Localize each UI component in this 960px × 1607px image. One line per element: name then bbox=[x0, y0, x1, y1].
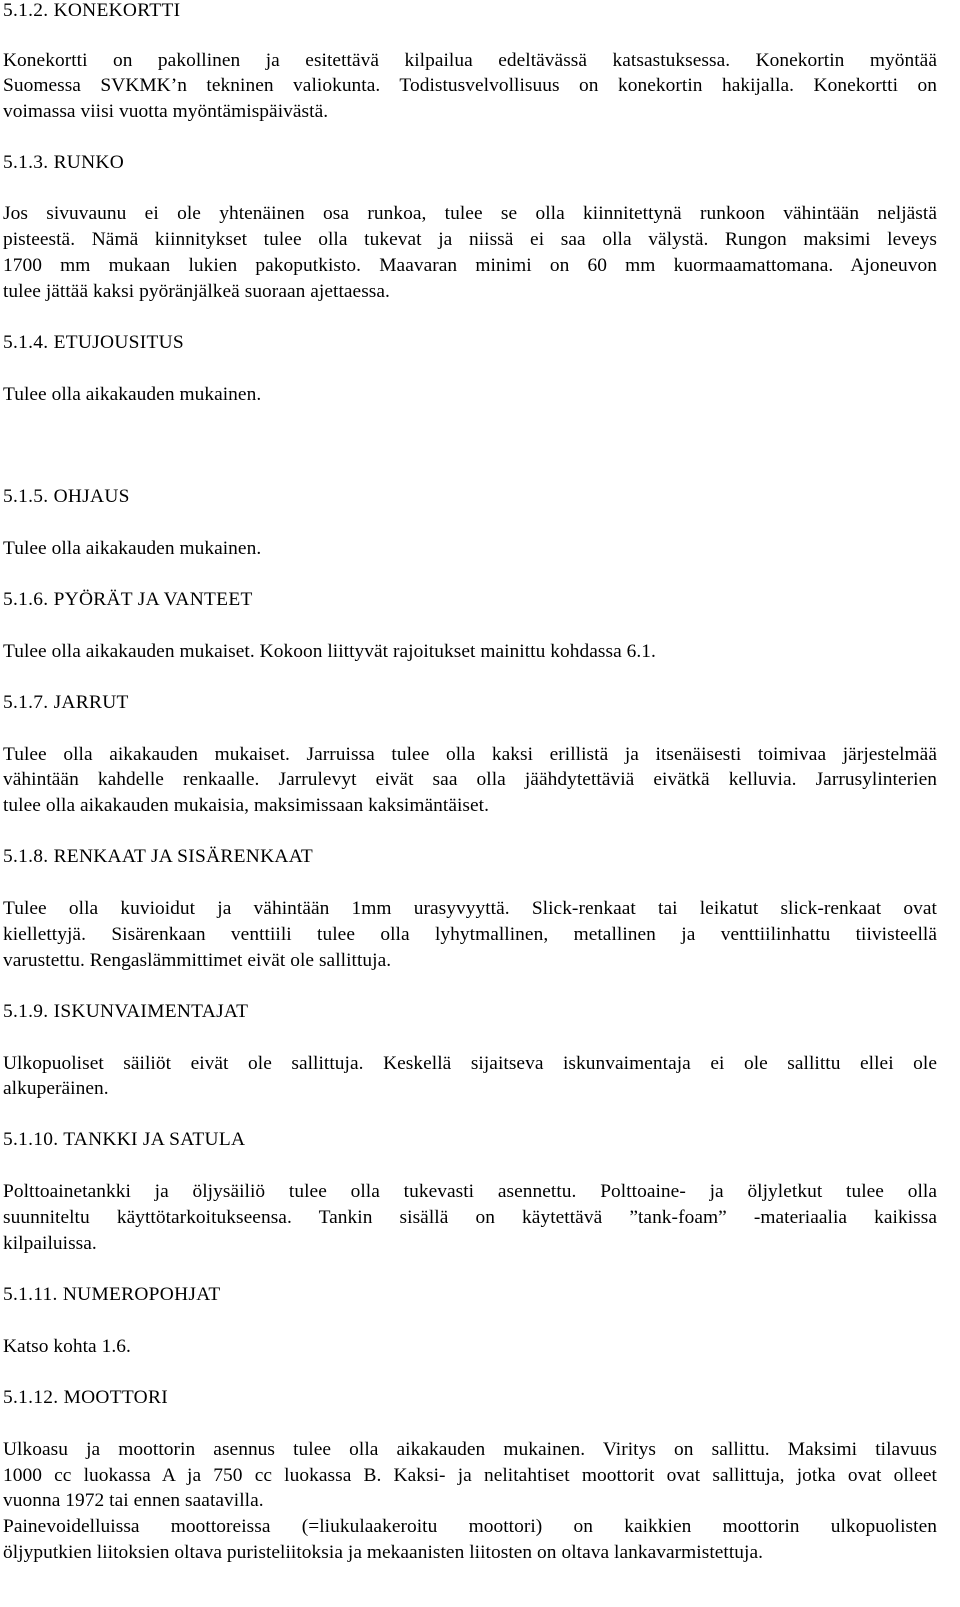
section-heading-renkaat: 5.1.8. RENKAAT JA SISÄRENKAAT bbox=[3, 846, 313, 867]
paragraph-line: alkuperäinen. bbox=[3, 1078, 109, 1099]
paragraph-line: 1000 cc luokassa A ja 750 cc luokassa B. Kaksi- ja nelitahtiset moottorit ovat sallittuja, jotka ovat olleet bbox=[3, 1465, 937, 1486]
paragraph-line: varustettu. Rengaslämmittimet eivät ole sallittuja. bbox=[3, 950, 392, 971]
paragraph-line: tulee olla aikakauden mukaisia, maksimissaan kaksimäntäiset. bbox=[3, 795, 490, 816]
paragraph-line: Tulee olla aikakauden mukaiset. Jarruissa tulee olla kaksi erillistä ja itsenäisesti toimivaa järjestelmää bbox=[3, 744, 937, 765]
paragraph-line: Ulkoasu ja moottorin asennus tulee olla aikakauden mukainen. Viritys on sallittu. Maksimi tilavuus bbox=[3, 1439, 937, 1460]
section-heading-numeropohjat: 5.1.11. NUMEROPOHJAT bbox=[3, 1284, 221, 1305]
paragraph-line: tulee jättää kaksi pyöränjälkeä suoraan ajettaessa. bbox=[3, 281, 390, 302]
section-heading-moottori: 5.1.12. MOOTTORI bbox=[3, 1387, 168, 1408]
paragraph-line: Tulee olla aikakauden mukainen. bbox=[3, 538, 262, 559]
section-heading-ohjaus: 5.1.5. OHJAUS bbox=[3, 486, 130, 507]
paragraph-line: Konekortti on pakollinen ja esitettävä kilpailua edeltävässä katsastuksessa. Konekortin myöntää bbox=[3, 50, 937, 71]
section-heading-tankki-ja-satula: 5.1.10. TANKKI JA SATULA bbox=[3, 1129, 246, 1150]
paragraph-line: voimassa viisi vuotta myöntämispäivästä. bbox=[3, 101, 329, 122]
paragraph-line: Polttoainetankki ja öljysäiliö tulee olla tukevasti asennettu. Polttoaine- ja öljyletkut tulee olla bbox=[3, 1181, 937, 1202]
section-heading-konekortti: 5.1.2. KONEKORTTI bbox=[3, 0, 181, 21]
paragraph-line: vuonna 1972 tai ennen saatavilla. bbox=[3, 1490, 264, 1511]
section-heading-jarrut: 5.1.7. JARRUT bbox=[3, 692, 129, 713]
paragraph-line: vähintään kahdelle renkaalle. Jarrulevyt eivät saa olla jäähdytettäviä eivätkä kelluvia. Jarrusylinterien bbox=[3, 769, 937, 790]
paragraph-line: pisteestä. Nämä kiinnitykset tulee olla tukevat ja niissä ei saa olla välystä. Rungon maksimi leveys bbox=[3, 229, 937, 250]
paragraph-line: Painevoidelluissa moottoreissa (=liukulaakeroitu moottori) on kaikkien moottorin ulkopuolisten bbox=[3, 1516, 937, 1537]
section-heading-etujousitus: 5.1.4. ETUJOUSITUS bbox=[3, 332, 184, 353]
paragraph-line: kiellettyjä. Sisärenkaan venttiili tulee olla lyhytmallinen, metallinen ja venttiilinhattu tiivisteellä bbox=[3, 924, 937, 945]
section-heading-pyorat-ja-vanteet: 5.1.6. PYÖRÄT JA VANTEET bbox=[3, 589, 253, 610]
paragraph-line: suunniteltu käyttötarkoitukseensa. Tankin sisällä on käytettävä ”tank-foam” -materiaalia kaikissa bbox=[3, 1207, 937, 1228]
section-heading-iskunvaimentajat: 5.1.9. ISKUNVAIMENTAJAT bbox=[3, 1001, 249, 1022]
paragraph-line: kilpailuissa. bbox=[3, 1233, 97, 1254]
paragraph-line: 1700 mm mukaan lukien pakoputkisto. Maavaran minimi on 60 mm kuormaamattomana. Ajoneuvon bbox=[3, 255, 937, 276]
paragraph-line: Tulee olla kuvioidut ja vähintään 1mm urasyvyyttä. Slick-renkaat tai leikatut slick-renkaat ovat bbox=[3, 898, 937, 919]
paragraph-line: öljyputkien liitoksien oltava puristeliitoksia ja mekaanisten liitosten on oltava lankavarmistettuja. bbox=[3, 1542, 764, 1563]
paragraph-line: Jos sivuvaunu ei ole yhtenäinen osa runkoa, tulee se olla kiinnitettynä runkoon vähintään neljästä bbox=[3, 203, 937, 224]
paragraph-line: Suomessa SVKMK’n tekninen valiokunta. Todistusvelvollisuus on konekortin hakijalla. Konekortti on bbox=[3, 75, 937, 96]
section-heading-runko: 5.1.3. RUNKO bbox=[3, 152, 125, 173]
paragraph-line: Tulee olla aikakauden mukaiset. Kokoon liittyvät rajoitukset mainittu kohdassa 6.1. bbox=[3, 641, 656, 662]
paragraph-line: Katso kohta 1.6. bbox=[3, 1336, 131, 1357]
paragraph-line: Tulee olla aikakauden mukainen. bbox=[3, 384, 262, 405]
paragraph-line: Ulkopuoliset säiliöt eivät ole sallittuja. Keskellä sijaitseva iskunvaimentaja ei ole sallittu ellei ole bbox=[3, 1053, 937, 1074]
